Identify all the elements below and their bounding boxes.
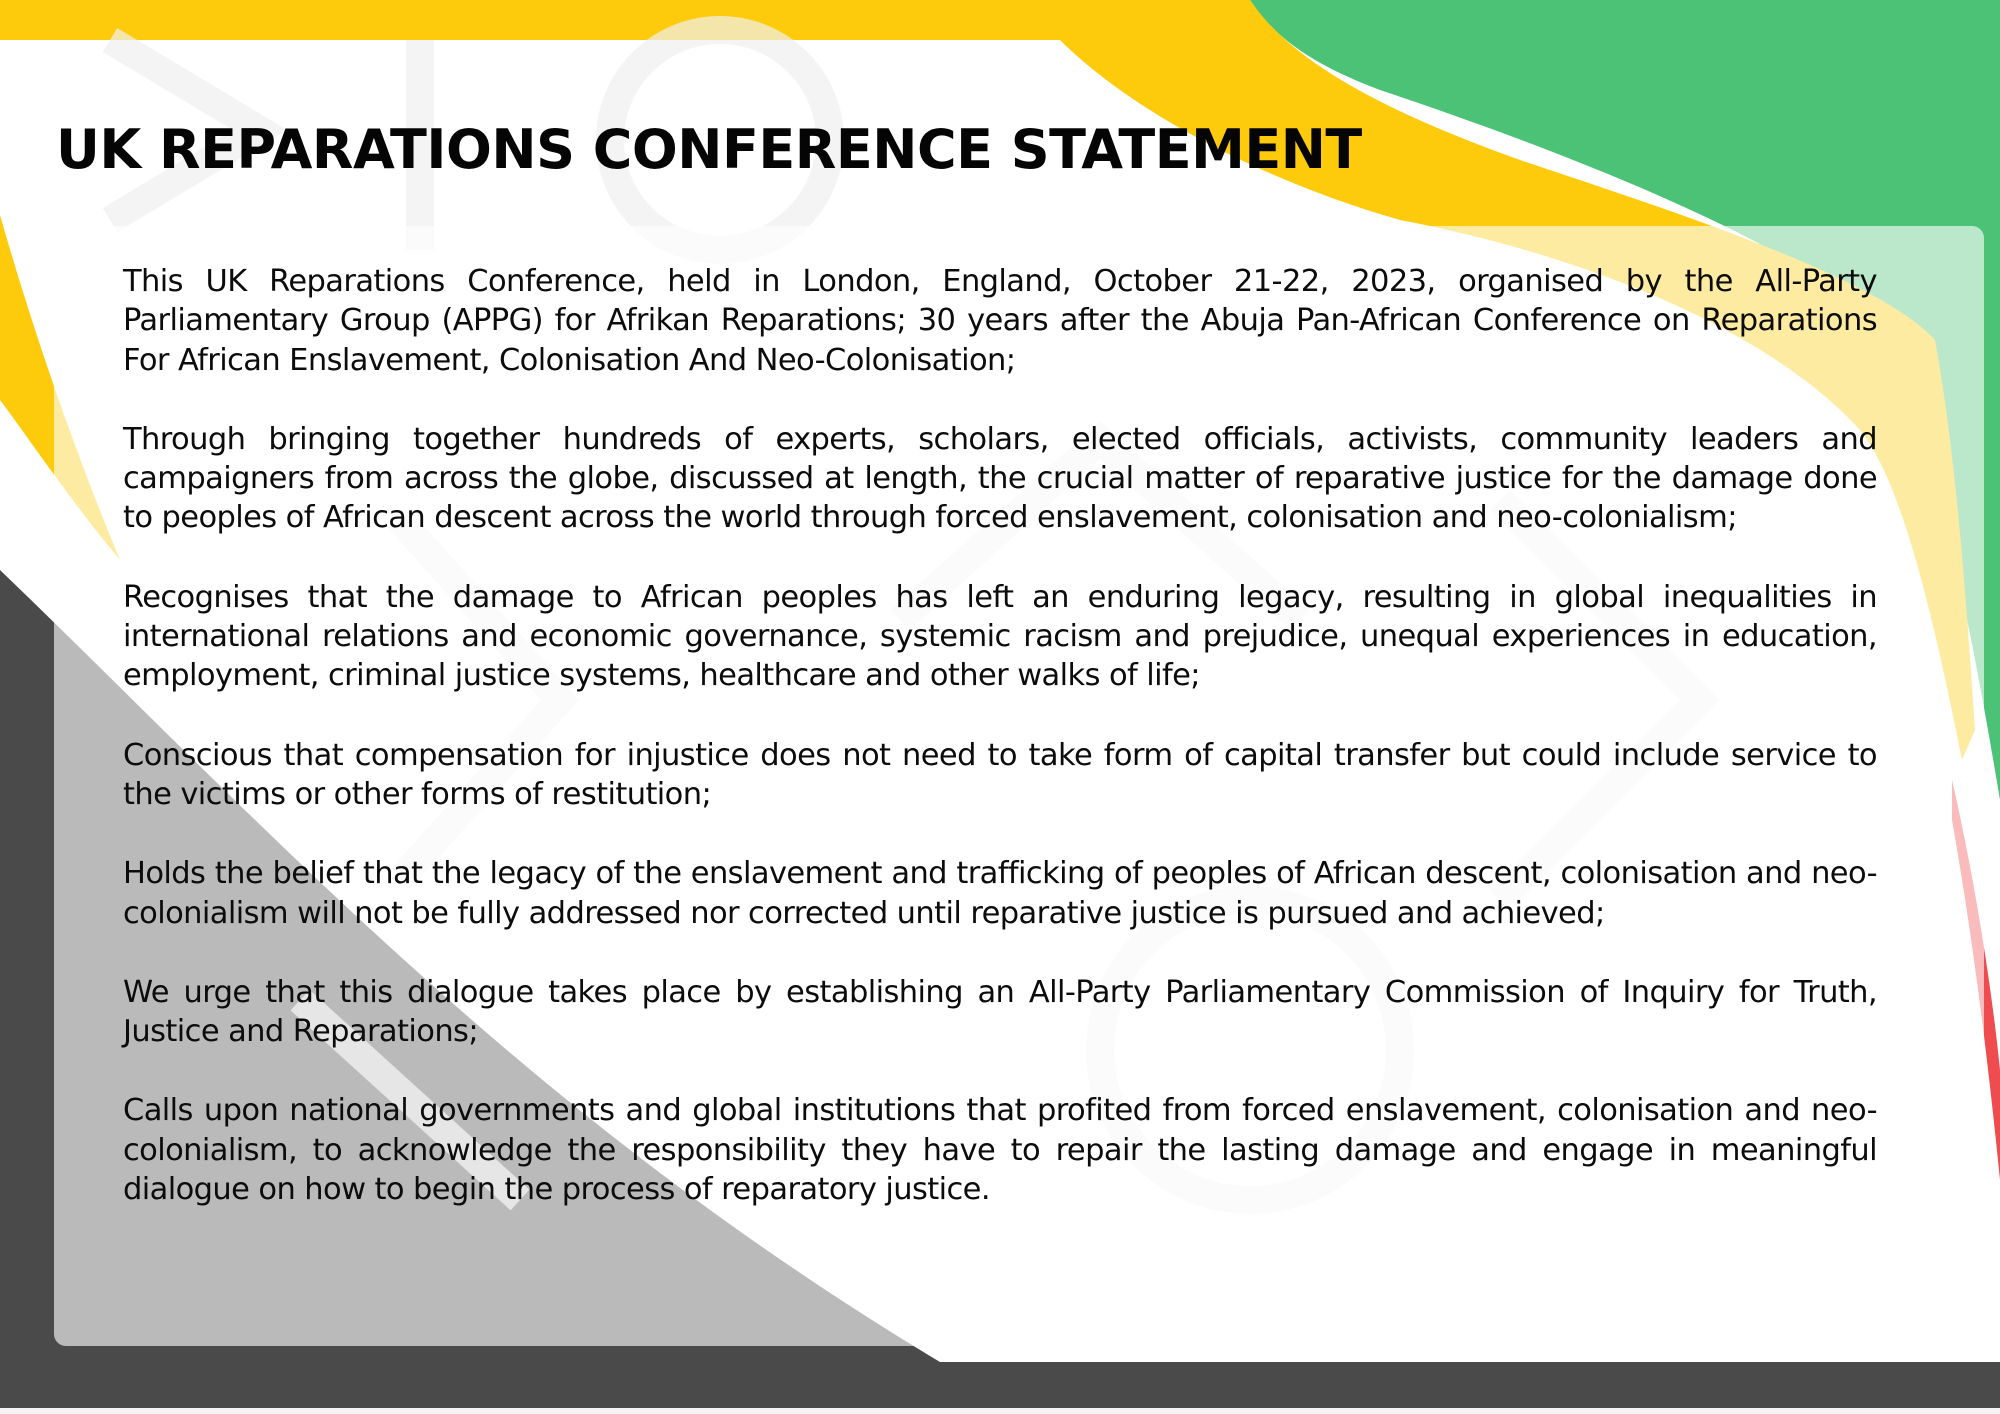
paragraph: Conscious that compensation for injustice does not need to take form of capital transfer but could include service to the victims or other forms of restitution; xyxy=(123,737,1877,812)
page-title: UK REPARATIONS CONFERENCE STATEMENT xyxy=(56,118,1362,181)
paragraph: This UK Reparations Conference, held in London, England, October 21-22, 2023, organised by the All-Party Parliamentary Group (APPG) for Afrikan Reparations; 30 years after the Abuja Pan-African Conference on Reparations For African Enslavement, Colonisation And Neo-Colonisation; xyxy=(123,264,1877,378)
paragraph: Recognises that the damage to African peoples has left an enduring legacy, resulting in global inequalities in international relations and economic governance, systemic racism and prejudice, unequal experiences in education, employment, criminal justice systems, healthcare and other walks of life; xyxy=(123,579,1877,694)
paragraph: Through bringing together hundreds of experts, scholars, elected officials, activists, community leaders and campaigners from across the globe, discussed at length, the crucial matter of reparative justice for the damage done to peoples of African descent across the world through forced enslavement, colonisation and neo-colonialism; xyxy=(123,421,1877,536)
paragraph: Holds the belief that the legacy of the enslavement and trafficking of peoples of African descent, colonisation and neo-colonialism will not be fully addressed nor corrected until reparative justice is pursued and achieved; xyxy=(123,856,1877,931)
paragraph: Calls upon national governments and global institutions that profited from forced enslavement, colonisation and neo-colonialism, to acknowledge the responsibility they have to repair the lasting damage and engage in meaningful dialogue on how to begin the process of reparatory justice. xyxy=(123,1093,1877,1208)
bottom-edge xyxy=(0,1408,2000,1414)
paragraph: We urge that this dialogue takes place by establishing an All-Party Parliamentary Commission of Inquiry for Truth, Justice and Reparations; xyxy=(123,974,1877,1050)
statement-body xyxy=(123,262,1877,1209)
